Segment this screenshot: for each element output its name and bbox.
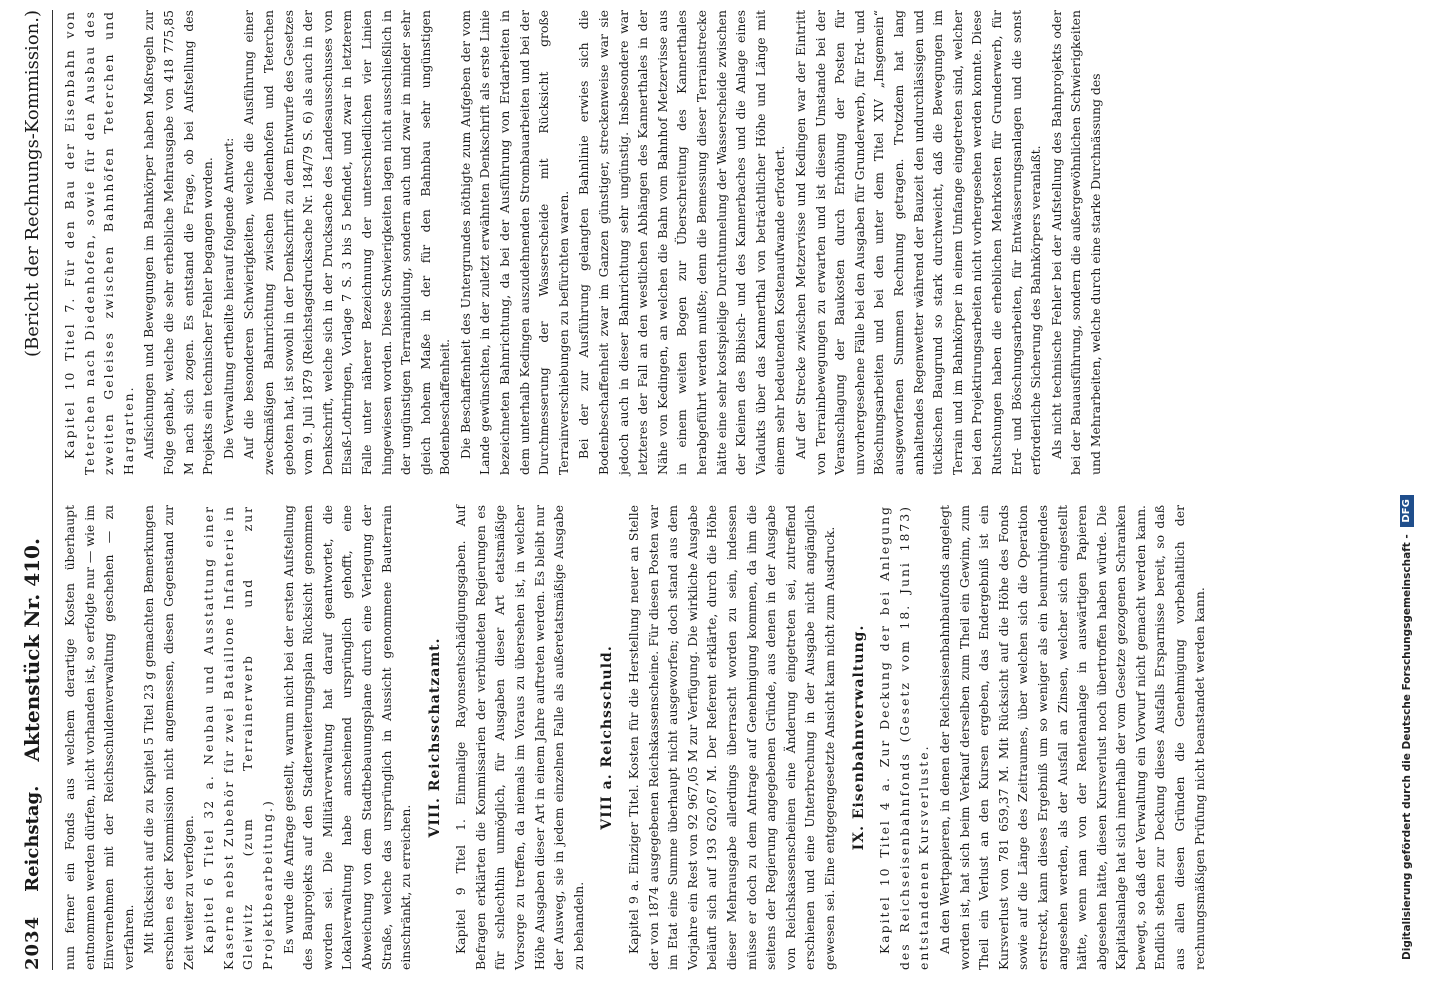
left-column (60, 505, 1400, 970)
section-heading-viii-a: VIII a. Reichsschuld. (599, 645, 616, 830)
left-paragraph-2: Mit Rücksicht auf die zu Kapitel 5 Titel 23 g gemachten Bemerkungen erschien es der Kommission nicht angemessen, diesen Gegenstand zur Zeit weiter zu verfolgen. (141, 505, 196, 970)
left-paragraph-5: Kapitel 9 Titel 1. Einmalige Rayonsentschädigungsgaben. Auf Befragen erklärten die Kommissarien der verbündeten Regierungen es für schlechthin unmöglich, für Ausgaben dieser Art etatsmäßige Vorsorge zu treffen, da niemals im Voraus zu übersehen ist, in welcher Höhe Ausgaben dieser Art in einem Jahre auftreten werden. Es bleibt nur der Ausweg, sie in jedem einzelnen Falle als außeretatsmäßige Ausgabe zu behandeln. (453, 505, 586, 970)
right-paragraph-4: Auf die besonderen Schwierigkeiten, welche die Ausführung einer zweckmäßigen Bahnrichtung zwischen Diedenhofen und Teterchen geboten hat, ist sowohl in der Denkschrift zu dem Entwurfe des Gesetzes vom 9. Juli 1879 (Reichstagsdrucksache Nr. 184/79 S. 6) als auch in der Denkschrift, welche sich in der Drucksache des Landesausschusses von Elsaß-Lothringen, Vorlage 7 S. 3 bis 5 befindet, und zwar in letzterem Falle unter näherer Bezeichnung der unterschiedlichen vier Linien hingewiesen worden. Diese Schwierigkeiten lagen nicht ausschließlich in der ungünstigen Terrainbildung, sondern auch und zwar in minder sehr gleich hohem Maße in der für den Bahnbau sehr ungünstigen Bodenbeschaffenheit. (241, 10, 453, 475)
right-paragraph-5: Die Beschaffenheit des Untergrundes nöthigte zum Aufgeben der vom Lande gewünschten, in der zuletzt erwähnten Denkschrift als erste Linie bezeichneten Bahnrichtung, da bei der Ausführung von Erdarbeiten in dem unterhalb Kedingen auszudehnenden Strombauarbeiten und bei der Durchmesserung der Wasserscheide mit Rücksicht große Terrainverschiebungen zu befürchten waren. (457, 10, 571, 475)
left-paragraph-1: nun ferner ein Fonds aus welchem derartige Kosten überhaupt entnommen werden dürfen, nicht vorhanden ist, so erfolgte nur — wie im Einvernehmen mit der Reichsschuldenverwaltung geschehen — zu verfahren. (62, 505, 136, 970)
document-title: Aktenstück Nr. 410. (20, 538, 44, 762)
dfg-logo: DFG (1400, 495, 1414, 526)
header-left-label: Reichstag. (21, 785, 43, 892)
rotated-page (12, 10, 1412, 970)
page-header (12, 10, 53, 970)
right-paragraph-1: Kapitel 10 Titel 7. Für den Bau der Eisenbahn von Teterchen nach Diedenhofen, sowie für den Ausbau des zweiten Geleises zwischen Bahnhöfen Teterchen und Hargarten. (62, 10, 136, 475)
page-number: 2034 (21, 915, 43, 970)
left-paragraph-4: Es wurde die Anfrage gestellt, warum nicht bei der ersten Aufstellung des Bauprojekts auf den Stadterweiterungsplan Rücksicht genommen worden sei. Die Militärverwaltung hat darauf geantwortet, die Lokalverwaltung habe anscheinend ursprünglich gehofft, eine Abweichung von dem Stadtbebauungsplane durch eine Verlegung der Straße, welche das ursprünglich in Aussicht genommene Bauterrain einschränkt, zu erreichen. (280, 505, 414, 970)
right-column (60, 10, 1400, 475)
right-paragraph-3: Die Verwaltung ertheilte hierauf folgende Antwort: (220, 137, 236, 459)
left-paragraph-6: Kapitel 9 a. Einziger Titel. Kosten für die Herstellung neuer an Stelle der von 1874 ausgegebenen Reichskassenscheine. Für diesen Posten war im Etat eine Summe überhaupt nicht ausgeworfen; doch stand aus dem Vorjahre ein Rest von 92 967,05 M zur Verfügung. Die wirkliche Ausgabe beläuft sich auf 193 620,67 M. Der Referent erklärte, durch die Höhe dieser Mehrausgabe allerdings überrascht worden zu sein, indessen müsse er doch zu dem Antrage auf Genehmigung kommen, da ihm die seitens der Regierung angegebenen Gründe, aus denen in der Ausgabe von Reichskassenscheinen eine Änderung eingetreten sei, zutreffend erschienen und eine Unterbrechung in der Ausgabe nicht angänglich gewesen sei. Eine entgegengesetzte Ansicht kam nicht zum Ausdruck. (626, 505, 837, 970)
section-heading-viii: VIII. Reichsschatzamt. (426, 637, 443, 838)
credit-text: Digitalisierung gefördert durch die Deutsche Forschungsgemeinschaft - (1401, 534, 1413, 960)
right-paragraph-6: Bei der zur Ausführung gelangten Bahnlinie erwies sich die Bodenbeschaffenheit zwar im Ganzen günstiger, streckenweise war sie jedoch auch in dieser Bahnrichtung sehr ungünstig. Insbesondere war letzteres der Fall an den westlichen Abhängen des Kannerthales in der Nähe von Kedingen, an welchen die Bahn vom Bahnhof Metzervisse aus in einem weiten Bogen zur Überschreitung des Kannerthales herabgeführt werden mußte; denn die Bemessung dieser Terrainstrecke hätte eine sehr kostspielige Durchtunnelung der Wasserscheide zwischen der Kleinen des Bibisch- und des Kannerbaches und die Anlage eines Viadukts über das Kannerthal von beträchtlicher Höhe und Länge mit einem sehr bedeutenden Kostenaufwande erfordert. (576, 10, 788, 475)
right-paragraph-8: Als nicht technische Fehler bei der Aufstellung des Bahnprojekts oder bei der Bauausführung, sondern die außergewöhnlichen Schwierigkeiten und Mehrarbeiten, welche durch eine starke Durchnässung des (1048, 10, 1103, 475)
left-paragraph-3: Kapitel 6 Titel 32 a. Neubau und Ausstattung einer Kaserne nebst Zubehör für zwei Bataillone Infanterie in Gleiwitz (zum Terrainerwerb und zur Projektbearbeitung.) (201, 505, 275, 970)
left-paragraph-8: An den Wertpapieren, in denen der Reichseisenbahnbaufonds angelegt worden ist, hat sich beim Verkauf derselben zum Theil ein Gewinn, zum Theil ein Verlust an den Kursen ergeben, das Endergebniß ist ein Kursverlust von 781 659,37 M. Mit Rücksicht auf die Höhe des Fonds sowie auf die Länge des Zeitraumes, über welchen sich die Operation erstreckt, kann dieses Ergebniß um so weniger als ein beunruhigendes angesehen werden, als der Ausfall an Zinsen, welcher sich eingestellt hätte, wenn man von der Rentenanlage in auswärtigen Papieren abgesehen hätte, diesen Kursverlust noch übertroffen haben würde. Die Kapitalsanlage hat sich innerhalb der vom Gesetze gezogenen Schranken bewegt, so daß der Verwaltung ein Vorwurf nicht gemacht werden kann. Endlich stehen zur Deckung dieses Ausfalls Ersparnisse bereit, so daß aus allen diesen Gründen die Genehmigung vorbehaltlich der rechnungsmäßigen Prüfung nicht beanstandet werden kann. (936, 505, 1207, 970)
right-paragraph-2: Aufsichungen und Bewegungen im Bahnkörper haben Maßregeln zur Folge gehabt, welche die sehr erhebliche Mehrausgabe von 418 775,85 M nach sich zogen. Es entstand die Frage, ob bei Aufstellung des Projekts ein technischer Fehler begangen worden. (141, 10, 216, 475)
left-paragraph-7: Kapitel 10 Titel 4 a. Zur Deckung der bei Anlegung des Reichseisenbahnfonds (Gesetz vom 18. Juni 1873) entstandenen Kursverluste. (877, 505, 932, 970)
section-heading-ix: IX. Eisenbahnverwaltung. (850, 624, 867, 851)
digitization-credit (1392, 0, 1426, 1000)
header-right-label: (Bericht der Rechnungs-Kommission.) (21, 10, 43, 357)
right-paragraph-7: Auf der Strecke zwischen Metzervisse und Kedingen war der Eintritt von Terrainbewegungen zu erwarten und ist diesem Umstande bei der Veranschlagung der Baukosten durch Erhöhung der Posten für unvorhergesehene Fälle bei den Ausgaben für Grunderwerb, für Erd- und Böschungsarbeiten und bei den unter dem Titel XIV „Insgemein“ ausgeworfenen Summen Rechnung getragen. Trotzdem hat lang anhaltendes Regenwetter während der Bauzeit den undurchlässigen und tückischen Baugrund so stark durchweicht, daß die Bewegungen im Terrain und im Bahnkörper in einem Umfange eingetreten sind, welcher bei den Projektirungsarbeiten nicht vorhergesehen werden konnte. Diese Rutschungen haben die erheblichen Mehrkosten für Grunderwerb, für Erd- und Böschungsarbeiten, für Entwässerungsanlagen und die sonst erforderliche Sicherung des Bahnkörpers veranlaßt. (792, 10, 1044, 475)
